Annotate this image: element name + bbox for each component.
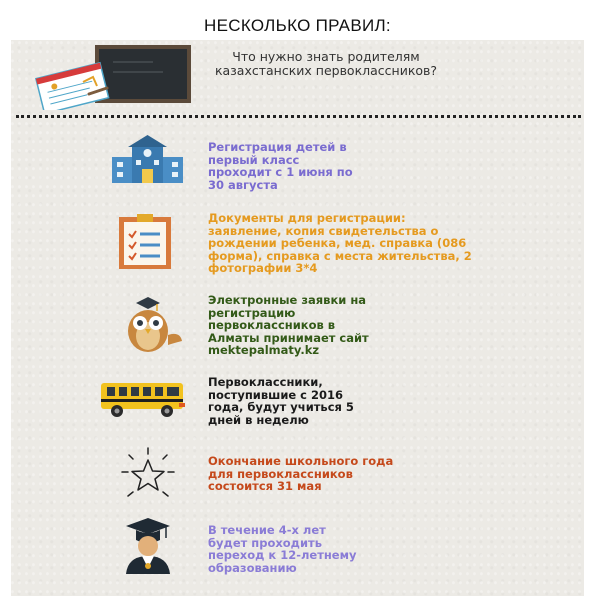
graduate-owl-icon — [114, 295, 184, 353]
chalkboard-notebook-icon — [33, 42, 198, 110]
school-building-icon — [110, 135, 185, 185]
info-item-five-day-week: Первоклассники, поступившие с 2016 года, будут учиться 5 дней в неделю — [208, 375, 354, 427]
info-item-twelve-year-transition: В течение 4-х лет будет проходить переход к 12-летнему образованию — [208, 523, 357, 575]
infographic-card — [11, 40, 584, 596]
graduate-student-icon — [118, 516, 178, 574]
school-bus-icon — [99, 381, 187, 419]
info-item-online-applications: Электронные заявки на регистрацию первоклассников в Алматы принимает сайт mektepalmaty.kz — [208, 293, 369, 357]
star-icon — [116, 446, 180, 504]
info-item-school-year-end: Окончание школьного года для первоклассников состоится 31 мая — [208, 454, 394, 493]
page-title: НЕСКОЛЬКО ПРАВИЛ: — [204, 16, 391, 35]
dotted-divider — [16, 115, 581, 118]
info-item-registration: Регистрация детей в первый класс проходит с 1 июня по 30 августа — [208, 140, 353, 192]
checklist-clipboard-icon — [115, 212, 175, 270]
info-item-documents: Документы для регистрации: заявление, копия свидетельства о рождении ребенка, мед. справка (086 форма), справка с места жительства, 2 фотографии 3*4 — [208, 211, 472, 275]
intro-question: Что нужно знать родителям казахстанских первоклассников? — [214, 49, 438, 78]
